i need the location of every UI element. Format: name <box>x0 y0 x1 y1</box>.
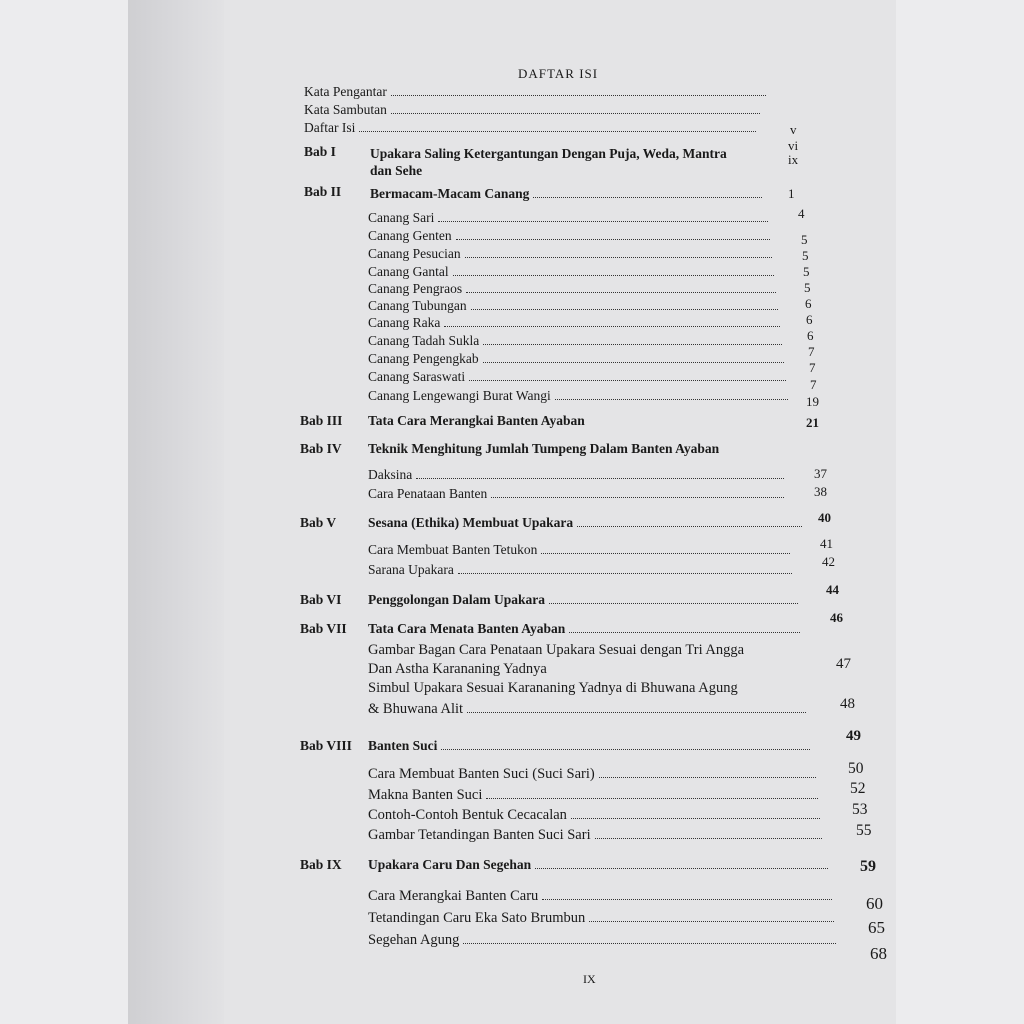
toc-page-number: vi <box>788 138 799 153</box>
toc-item <box>368 210 772 226</box>
toc-label: Daksina <box>368 467 413 482</box>
toc-label: Cara Penataan Banten <box>368 486 488 501</box>
chapter-title <box>368 857 832 873</box>
toc-page-number: 46 <box>830 610 843 625</box>
chapter-number: Bab VIII <box>300 738 352 753</box>
toc-label: Segehan Agung <box>368 932 460 948</box>
toc-page-number: 7 <box>810 377 817 392</box>
chapter-title-text: Banten Suci <box>368 738 438 753</box>
toc-front-kata-pengantar <box>304 84 770 100</box>
toc-item <box>368 264 778 280</box>
toc-page-number: 59 <box>860 858 876 875</box>
toc-page-number: 41 <box>820 536 833 551</box>
chapter-title: Teknik Menghitung Jumlah Tumpeng Dalam Banten Ayaban <box>368 441 720 456</box>
toc-page-number: 5 <box>804 280 811 295</box>
toc-item <box>368 467 788 483</box>
toc-page-number: 48 <box>840 696 855 712</box>
toc-label: Canang Gantal <box>368 264 449 279</box>
toc-front-daftar-isi <box>304 120 760 136</box>
toc-page-number: 7 <box>808 344 815 359</box>
chapter-title-text: Penggolongan Dalam Upakara <box>368 592 546 607</box>
toc-item <box>368 388 792 404</box>
background-left <box>0 0 128 1024</box>
toc-page-number: 52 <box>850 780 866 797</box>
toc-page-number: ix <box>788 152 799 167</box>
chapter-number: Bab III <box>300 413 343 428</box>
chapter-number: Bab VI <box>300 592 342 607</box>
chapter-title <box>368 592 802 608</box>
toc-item <box>368 932 840 949</box>
toc-page-number: 6 <box>806 312 813 327</box>
toc-label: Tetandingan Caru Eka Sato Brumbun <box>368 910 586 926</box>
chapter-number: Bab IV <box>300 441 342 456</box>
chapter-title-text: Tata Cara Menata Banten Ayaban <box>368 621 566 636</box>
toc-page-number: 68 <box>870 944 887 963</box>
toc-item <box>368 246 776 262</box>
toc-item <box>368 369 790 385</box>
background-right <box>896 0 1024 1024</box>
toc-label: Cara Merangkai Banten Caru <box>368 888 539 904</box>
book-page <box>128 0 896 1024</box>
chapter-number: Bab V <box>300 515 337 530</box>
toc-item <box>368 298 782 314</box>
toc-item <box>368 486 788 502</box>
toc-page-number: 38 <box>814 484 827 499</box>
toc-page-number: 53 <box>852 801 868 818</box>
toc-page-number: 7 <box>809 360 816 375</box>
chapter-number: Bab VII <box>300 621 347 636</box>
toc-page-number: 50 <box>848 760 864 777</box>
toc-page-number: 5 <box>803 264 810 279</box>
toc-label: Kata Sambutan <box>304 102 387 117</box>
toc-front-kata-sambutan <box>304 102 764 118</box>
toc-label: Kata Pengantar <box>304 84 387 99</box>
page-folio: IX <box>583 972 596 986</box>
chapter-title <box>368 515 806 531</box>
page-title: DAFTAR ISI <box>518 66 599 81</box>
toc-item <box>368 281 780 297</box>
toc-label: Sarana Upakara <box>368 562 454 577</box>
chapter-title-cont: dan Sehe <box>370 163 423 178</box>
toc-page-number: 19 <box>806 394 819 409</box>
toc-item <box>368 888 836 905</box>
chapter-title <box>368 738 814 754</box>
toc-item <box>368 542 794 558</box>
chapter-title-text: Bermacam-Macam Canang <box>370 186 530 201</box>
toc-label: Canang Tadah Sukla <box>368 333 480 348</box>
toc-label: Contoh-Contoh Bentuk Cecacalan <box>368 807 567 823</box>
toc-page-number: 44 <box>826 582 839 597</box>
toc-page-number: v <box>790 122 797 137</box>
page-gutter-shadow <box>128 0 224 1024</box>
chapter-title-text: Upakara Caru Dan Segehan <box>368 857 532 872</box>
toc-label: Gambar Bagan Cara Penataan Upakara Sesuai dengan Tri Angga <box>368 642 745 658</box>
toc-label: Canang Pengraos <box>368 281 463 296</box>
toc-label: Gambar Tetandingan Banten Suci Sari <box>368 827 591 843</box>
toc-page-number: 42 <box>822 554 835 569</box>
toc-page-number: 37 <box>814 466 827 481</box>
toc-item <box>368 333 786 349</box>
toc-page-number: 49 <box>846 728 861 744</box>
chapter-number: Bab I <box>304 144 336 159</box>
toc-label: Daftar Isi <box>304 120 356 135</box>
chapter-title: Upakara Saling Ketergantungan Dengan Puja, Weda, Mantra <box>370 146 727 161</box>
toc-item <box>368 315 784 331</box>
toc-page-number: 60 <box>866 894 883 913</box>
toc-page-number: 4 <box>798 206 805 221</box>
toc-label: Canang Pesucian <box>368 246 461 261</box>
chapter-number: Bab II <box>304 184 342 199</box>
toc-page-number: 1 <box>788 186 795 201</box>
toc-item <box>368 827 826 844</box>
toc-item <box>368 807 824 824</box>
chapter-title <box>370 186 766 202</box>
toc-label: Cara Membuat Banten Tetukon <box>368 542 538 557</box>
toc-label: Canang Saraswati <box>368 369 466 384</box>
toc-item <box>368 642 744 659</box>
toc-item <box>368 766 820 783</box>
toc-label: Canang Pengengkab <box>368 351 479 366</box>
toc-label: Canang Raka <box>368 315 441 330</box>
toc-item <box>368 787 822 804</box>
toc-page-number: 47 <box>836 656 851 672</box>
toc-item <box>368 228 774 244</box>
toc-page-number: 6 <box>807 328 814 343</box>
toc-label: & Bhuwana Alit <box>368 701 464 717</box>
toc-page-number: 6 <box>805 296 812 311</box>
toc-item-cont <box>368 701 810 718</box>
toc-item <box>368 910 838 927</box>
toc-page-number: 55 <box>856 822 872 839</box>
toc-label: Canang Lengewangi Burat Wangi <box>368 388 551 403</box>
toc-label: Canang Tubungan <box>368 298 467 313</box>
chapter-title: Tata Cara Merangkai Banten Ayaban <box>368 413 585 428</box>
toc-item <box>368 562 796 578</box>
toc-page-number: 21 <box>806 415 819 430</box>
toc-page-number: 5 <box>801 232 808 247</box>
toc-label: Makna Banten Suci <box>368 787 483 803</box>
toc-item <box>368 351 788 367</box>
chapter-number: Bab IX <box>300 857 342 872</box>
toc-label: Dan Astha Karananing Yadnya <box>368 661 547 677</box>
toc-page-number: 65 <box>868 918 885 937</box>
toc-page-number: 40 <box>818 510 831 525</box>
toc-page-number: 5 <box>802 248 809 263</box>
chapter-title-text: Sesana (Ethika) Membuat Upakara <box>368 515 574 530</box>
toc-label: Simbul Upakara Sesuai Karananing Yadnya di Bhuwana Agung <box>368 680 738 696</box>
toc-label: Cara Membuat Banten Suci (Suci Sari) <box>368 766 595 782</box>
toc-item-cont <box>368 661 547 678</box>
chapter-title <box>368 621 804 637</box>
toc-label: Canang Sari <box>368 210 435 225</box>
toc-label: Canang Genten <box>368 228 452 243</box>
toc-item <box>368 680 738 697</box>
